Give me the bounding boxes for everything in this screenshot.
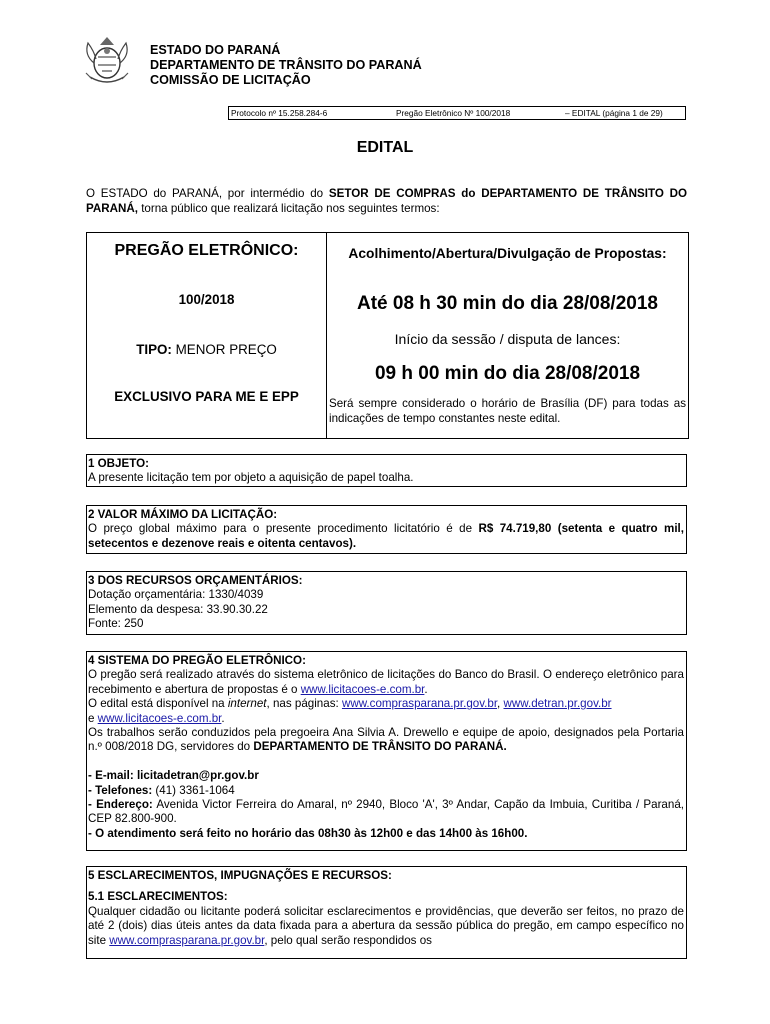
p2-end: . — [221, 711, 225, 725]
p1-end: . — [424, 682, 428, 696]
address-label: - Endereço: — [88, 798, 153, 812]
department-bold: DEPARTAMENTO DE TRÂNSITO DO PARANÁ. — [253, 740, 507, 754]
detran-link[interactable]: www.detran.pr.gov.br — [503, 697, 612, 711]
p2-sep: , — [497, 697, 504, 711]
section-esclarecimentos — [86, 866, 687, 959]
intro-bold: SETOR DE COMPRAS do DEPARTAMENTO DE TRÂNSITO DO PARANÁ, — [86, 187, 687, 215]
inicio-label: Início da sessão / disputa de lances: — [394, 331, 621, 347]
pregao-number: Pregão Eletrônico Nº 100/2018 — [396, 108, 511, 118]
comprasparana-link[interactable]: www.comprasparana.pr.gov.br — [341, 697, 498, 711]
intro-text: O ESTADO do PARANÁ, por intermédio do — [86, 187, 329, 200]
header-state: ESTADO DO PARANÁ — [150, 43, 281, 57]
section-2-text: O preço global máximo para o presente procedimento licitatório é de — [88, 522, 479, 536]
pregao-summary-box — [86, 232, 689, 439]
acolhimento-label: Acolhimento/Abertura/Divulgação de Propostas: — [348, 246, 667, 261]
parana-coat-of-arms-logo — [80, 33, 134, 87]
section-1-title: 1 OBJETO: — [88, 457, 149, 470]
section-3-title: 3 DOS RECURSOS ORÇAMENTÁRIOS: — [88, 574, 303, 587]
section-2-title: 2 VALOR MÁXIMO DA LICITAÇÃO: — [88, 508, 278, 521]
tipo-value: MENOR PREÇO — [171, 342, 277, 357]
contact-phone: (41) 3361-1064 — [152, 783, 235, 797]
p2-and: e — [88, 711, 98, 725]
brasilia-note: Será sempre considerado o horário de Brasília (DF) para todas as indicações de tempo constantes neste edital. — [329, 397, 686, 425]
intro-text-end: torna público que realizará licitação nos seguintes termos: — [137, 201, 440, 215]
contact-address: Avenida Victor Ferreira do Amaral, nº 2940, Bloco 'A', 3º Andar, Capão da Imbuia, Curitiba / Paraná, CEP 82.800-900. — [88, 798, 684, 826]
exclusivo: EXCLUSIVO PARA ME E EPP — [114, 389, 299, 404]
section-valor-maximo — [86, 505, 687, 554]
page-indicator: – EDITAL (página 1 de 29) — [565, 108, 663, 118]
section-4-p3: Os trabalhos serão conduzidos pela pregoeira Ana Silvia A. Drewello e equipe de apoio, designados pela Portaria n.º 008/2018 DG, servidores do — [88, 726, 684, 754]
comprasparana-link-2[interactable]: www.comprasparana.pr.gov.br — [109, 933, 265, 947]
header-commission: COMISSÃO DE LICITAÇÃO — [150, 73, 311, 87]
document-title: EDITAL — [356, 139, 414, 156]
section-5-title: 5 ESCLARECIMENTOS, IMPUGNAÇÕES E RECURSOS: — [88, 869, 392, 882]
phone-label: - Telefones: — [88, 783, 153, 797]
tipo — [87, 342, 326, 357]
section-4-p2: O edital está disponível na — [88, 697, 228, 711]
deadline-date: Até 08 h 30 min do dia 28/08/2018 — [357, 293, 658, 314]
section-5-text: Qualquer cidadão ou licitante poderá solicitar esclarecimentos e providências, que deverão ser feitos, no prazo de até 2 (dois) dias úteis antes da data fixada para a abertura da sessão pública do pregão, em campo específico no site — [88, 904, 684, 947]
contact-email: - E-mail: licitadetran@pr.gov.br — [88, 769, 259, 783]
elemento-despesa: Elemento da despesa: 33.90.30.22 — [88, 602, 268, 616]
section-sistema-pregao — [86, 651, 687, 851]
session-date: 09 h 00 min do dia 28/08/2018 — [374, 363, 641, 384]
section-4-p1: O pregão será realizado através do sistema eletrônico de licitações do Banco do Brasil. O endereço eletrônico para recebimento e abertura de propostas é o — [88, 668, 684, 696]
p2-mid: , nas páginas: — [266, 697, 342, 711]
section-5-1-title: 5.1 ESCLARECIMENTOS: — [88, 890, 228, 904]
dotacao: Dotação orçamentária: 1330/4039 — [88, 588, 264, 602]
header-department: DEPARTAMENTO DE TRÂNSITO DO PARANÁ — [150, 58, 422, 72]
section-5-text-end: , pelo qual serão respondidos os — [264, 933, 432, 947]
opening-hours: - O atendimento será feito no horário das 08h30 às 12h00 e das 14h00 às 16h00. — [88, 826, 528, 840]
tipo-label: TIPO: — [136, 342, 172, 357]
protocol-number: Protocolo nº 15.258.284-6 — [231, 108, 328, 118]
pregao-number-big: 100/2018 — [178, 292, 235, 307]
section-recursos — [86, 571, 687, 635]
section-1-text: A presente licitação tem por objeto a aquisição de papel toalha. — [88, 471, 414, 485]
protocol-bar — [228, 106, 686, 120]
section-4-title: 4 SISTEMA DO PREGÃO ELETRÔNICO: — [88, 654, 306, 667]
pregao-heading: PREGÃO ELETRÔNICO: — [114, 242, 299, 259]
licitacoes-link-2[interactable]: www.licitacoes-e.com.br — [97, 711, 222, 725]
fonte: Fonte: 250 — [88, 617, 144, 631]
internet-word: internet — [227, 697, 267, 711]
section-2-value: R$ 74.719,80 (setenta e quatro mil, setecentos e dezenove reais e oitenta centavos). — [88, 522, 684, 550]
section-objeto — [86, 454, 687, 487]
intro-paragraph — [86, 187, 687, 216]
licitacoes-link[interactable]: www.licitacoes-e.com.br — [300, 682, 425, 696]
